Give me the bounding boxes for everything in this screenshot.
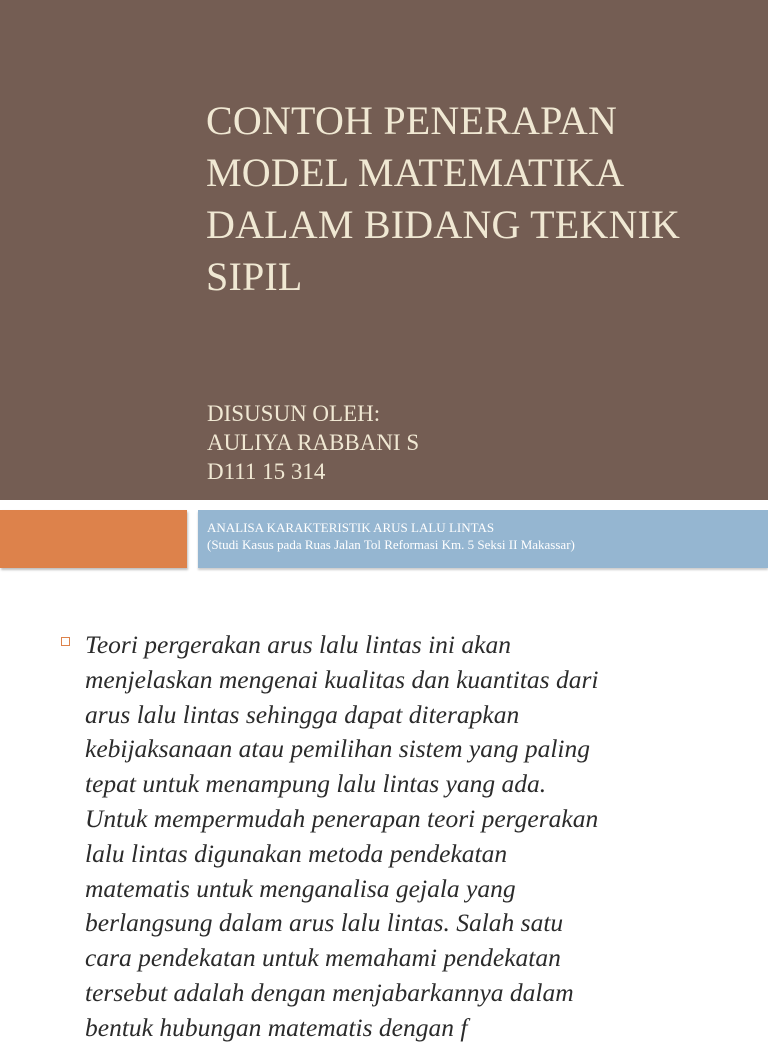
hollow-square-bullet-icon xyxy=(61,637,70,646)
paragraph-line: berlangsung dalam arus lalu lintas. Salah satu xyxy=(85,908,564,938)
bullet-paragraph xyxy=(85,628,725,1046)
paragraph-line: bentuk hubungan matematis dengan f xyxy=(85,1012,468,1042)
slide-header-bar xyxy=(198,510,768,568)
title-line: MODEL MATEMATIKA xyxy=(206,150,625,195)
paragraph-line: matematis untuk menganalisa gejala yang xyxy=(85,873,516,903)
slide-header-subtitle: (Studi Kasus pada Ruas Jalan Tol Reformasi Km. 5 Seksi II Makassar) xyxy=(207,537,575,552)
paragraph-line: Teori pergerakan arus lalu lintas ini akan xyxy=(85,630,511,659)
title-slide xyxy=(0,0,768,500)
title-line: CONTOH PENERAPAN xyxy=(206,98,618,143)
author-info xyxy=(207,399,419,486)
paragraph-line: tepat untuk menampung lalu lintas yang ada. xyxy=(85,769,547,799)
orange-accent-bar xyxy=(0,510,187,568)
paragraph-line: cara pendekatan untuk memahami pendekatan xyxy=(85,943,561,973)
author-label: DISUSUN OLEH: xyxy=(207,401,381,426)
author-id: D111 15 314 xyxy=(207,459,326,484)
author-name: AULIYA RABBANI S xyxy=(207,430,420,455)
paragraph-line: tersebut adalah dengan menjabarkannya dalam xyxy=(85,977,574,1007)
slide-header-title: ANALISA KARAKTERISTIK ARUS LALU LINTAS xyxy=(207,520,495,535)
slide-header-text xyxy=(207,519,575,553)
paragraph-line: Untuk mempermudah penerapan teori pergerakan xyxy=(85,803,599,833)
paragraph-line: menjelaskan mengenai kualitas dan kuantitas dari xyxy=(85,664,599,694)
paragraph-line: lalu lintas digunakan metoda pendekatan xyxy=(85,838,508,868)
paragraph-line: kebijaksanaan atau pemilihan sistem yang paling xyxy=(85,734,590,764)
title-line: SIPIL xyxy=(206,254,303,299)
title-line: DALAM BIDANG TEKNIK xyxy=(206,202,681,247)
paragraph-line: arus lalu lintas sehingga dapat diterapkan xyxy=(85,699,520,729)
slide-title xyxy=(206,95,746,303)
